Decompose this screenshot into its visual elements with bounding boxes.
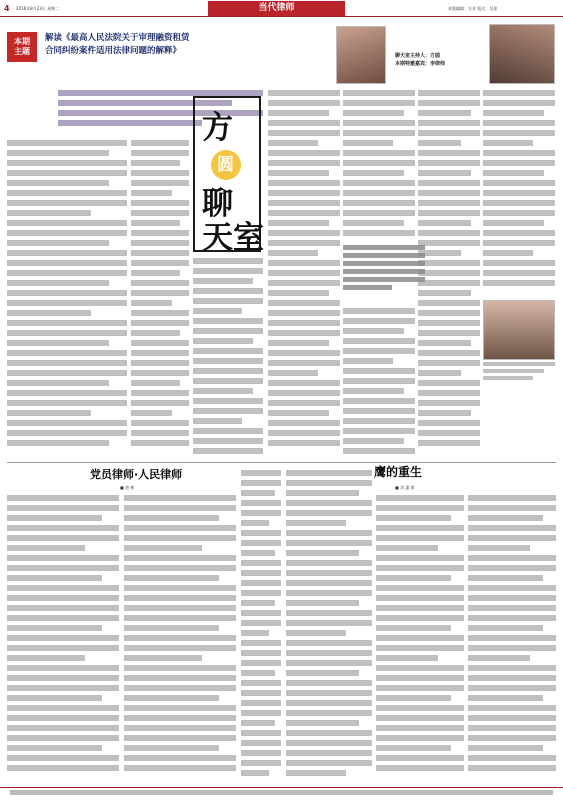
feature-title-liao: 聊 [202, 186, 233, 222]
header-rule [0, 16, 563, 17]
host-credit: 聊天室主持人：方圆 [395, 53, 441, 59]
article-column-4 [268, 90, 340, 458]
article-column-1 [7, 140, 127, 458]
story2-column-2 [124, 495, 236, 785]
article-column-7 [418, 90, 480, 458]
topic-tag: 本期 主题 [7, 32, 37, 62]
story3-column-3 [468, 495, 556, 785]
footer-rule [0, 787, 563, 788]
headline-line-2: 合同纠纷案件适用法律问题的解释》 [45, 46, 182, 56]
feature-title-yuan: 圆 [217, 155, 234, 175]
host-photo [336, 26, 386, 84]
story3-byline: ■ 刘 惠 群 [395, 485, 415, 490]
pull-quote [343, 245, 425, 303]
article-column-8 [483, 90, 555, 295]
date-line: 2016年8月23日 星期二 [16, 6, 60, 11]
story2-column-3 [241, 470, 281, 785]
sidebar-caption [483, 362, 555, 383]
page-number: 4 [4, 4, 10, 13]
guest-photo [489, 24, 555, 84]
feature-title-tianshi: 天室 [202, 220, 264, 256]
article-column-2 [131, 140, 189, 458]
story2-column-1 [7, 495, 119, 785]
story3-column-1 [286, 470, 372, 785]
article-column-5 [343, 90, 415, 240]
feature-title-fang: 方 [202, 110, 233, 146]
section-banner: 当代律师 [208, 1, 345, 16]
article-column-3 [193, 258, 263, 458]
sidebar-photo [483, 300, 555, 360]
footer-info [10, 790, 553, 795]
story2-headline: 党员律师·人民律师 [90, 468, 183, 481]
story2-byline: ■ 唐 彬 [120, 485, 135, 490]
story3-column-2 [376, 495, 464, 785]
headline-line-1: 解读《最高人民法院关于审理融资租赁 [45, 33, 190, 43]
story3-headline: 鹰的重生 [374, 465, 423, 479]
article-column-6 [343, 308, 415, 458]
guest-credit: 本期特邀嘉宾：李律师 [395, 61, 446, 67]
editor-credit: 本版编辑：方芳 版式：吴琼 [448, 6, 498, 11]
section-divider [7, 462, 556, 463]
